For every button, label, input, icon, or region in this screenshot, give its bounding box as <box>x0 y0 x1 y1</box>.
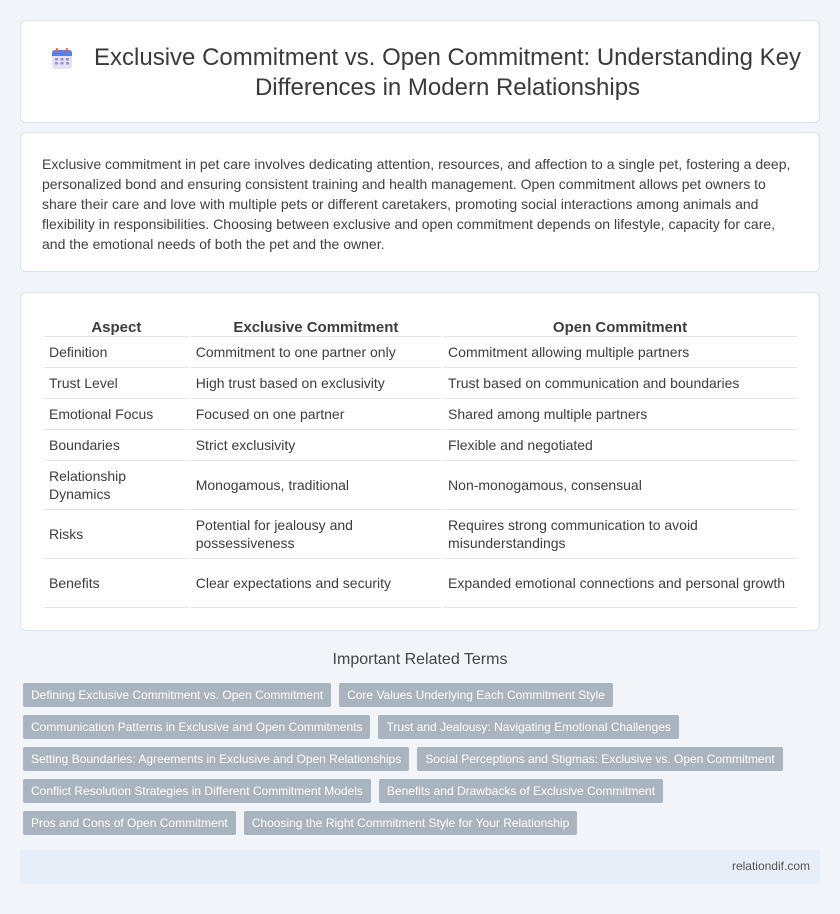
table-cell: Commitment allowing multiple partners <box>443 337 797 368</box>
related-term-tag[interactable]: Benefits and Drawbacks of Exclusive Commitment <box>379 779 663 803</box>
table-cell: Shared among multiple partners <box>443 399 797 430</box>
related-term-tag[interactable]: Conflict Resolution Strategies in Different Commitment Models <box>23 779 371 803</box>
column-header: Open Commitment <box>443 315 797 337</box>
table-cell: High trust based on exclusivity <box>191 368 441 399</box>
table-cell: Trust Level <box>44 368 189 399</box>
table-cell: Relationship Dynamics <box>44 461 189 510</box>
table-cell: Strict exclusivity <box>191 430 441 461</box>
page-title: Exclusive Commitment vs. Open Commitment: Understanding Key Differences in Modern Relationships <box>94 44 801 101</box>
related-terms-list <box>23 683 813 843</box>
table-header-row <box>44 315 797 337</box>
column-header: Aspect <box>44 315 189 337</box>
related-term-tag[interactable]: Defining Exclusive Commitment vs. Open Commitment <box>23 683 331 707</box>
related-term-tag[interactable]: Communication Patterns in Exclusive and Open Commitments <box>23 715 370 739</box>
column-header: Exclusive Commitment <box>191 315 441 337</box>
related-term-tag[interactable]: Trust and Jealousy: Navigating Emotional Challenges <box>378 715 678 739</box>
related-term-tag[interactable]: Choosing the Right Commitment Style for Your Relationship <box>244 811 578 835</box>
footer-bar <box>20 850 820 884</box>
related-term-tag[interactable]: Social Perceptions and Stigmas: Exclusive vs. Open Commitment <box>417 747 782 771</box>
table-cell: Benefits <box>44 559 189 608</box>
table-cell: Clear expectations and security <box>191 559 441 608</box>
table-cell: Flexible and negotiated <box>443 430 797 461</box>
table-cell: Risks <box>44 510 189 559</box>
table-cell: Potential for jealousy and possessiveness <box>191 510 441 559</box>
related-terms-heading: Important Related Terms <box>332 651 508 668</box>
table-row <box>44 368 797 399</box>
related-term-tag[interactable]: Pros and Cons of Open Commitment <box>23 811 236 835</box>
table-cell: Trust based on communication and boundaries <box>443 368 797 399</box>
table-cell: Non-monogamous, consensual <box>443 461 797 510</box>
intro-paragraph: Exclusive commitment in pet care involves dedicating attention, resources, and affection to a single pet, fostering a deep, personalized bond and ensuring consistent training and health management. Open commitment allows pet owners to share their care and love with multiple pets or different caretakers, promoting social interactions among animals and flexibility in responsibilities. Choosing between exclusive and open commitment depends on lifestyle, capacity for care, and the emotional needs of both the pet and the owner. <box>42 156 791 252</box>
comparison-table-card <box>20 292 820 631</box>
table-cell: Emotional Focus <box>44 399 189 430</box>
title-card <box>20 20 820 123</box>
table-cell: Commitment to one partner only <box>191 337 441 368</box>
related-term-tag[interactable]: Core Values Underlying Each Commitment Style <box>339 683 613 707</box>
table-row <box>44 510 797 559</box>
table-row <box>44 461 797 510</box>
table-row <box>44 399 797 430</box>
table-cell: Expanded emotional connections and personal growth <box>443 559 797 608</box>
intro-card <box>20 132 820 272</box>
table-cell: Definition <box>44 337 189 368</box>
footer-site-link[interactable]: relationdif.com <box>731 859 810 873</box>
table-cell: Requires strong communication to avoid misunderstandings <box>443 510 797 559</box>
table-cell: Boundaries <box>44 430 189 461</box>
table-row <box>44 430 797 461</box>
table-cell: Monogamous, traditional <box>191 461 441 510</box>
calendar-icon <box>50 47 74 71</box>
table-cell: Focused on one partner <box>191 399 441 430</box>
table-row <box>44 559 797 608</box>
table-row <box>44 337 797 368</box>
comparison-table <box>42 315 799 608</box>
related-term-tag[interactable]: Setting Boundaries: Agreements in Exclusive and Open Relationships <box>23 747 409 771</box>
